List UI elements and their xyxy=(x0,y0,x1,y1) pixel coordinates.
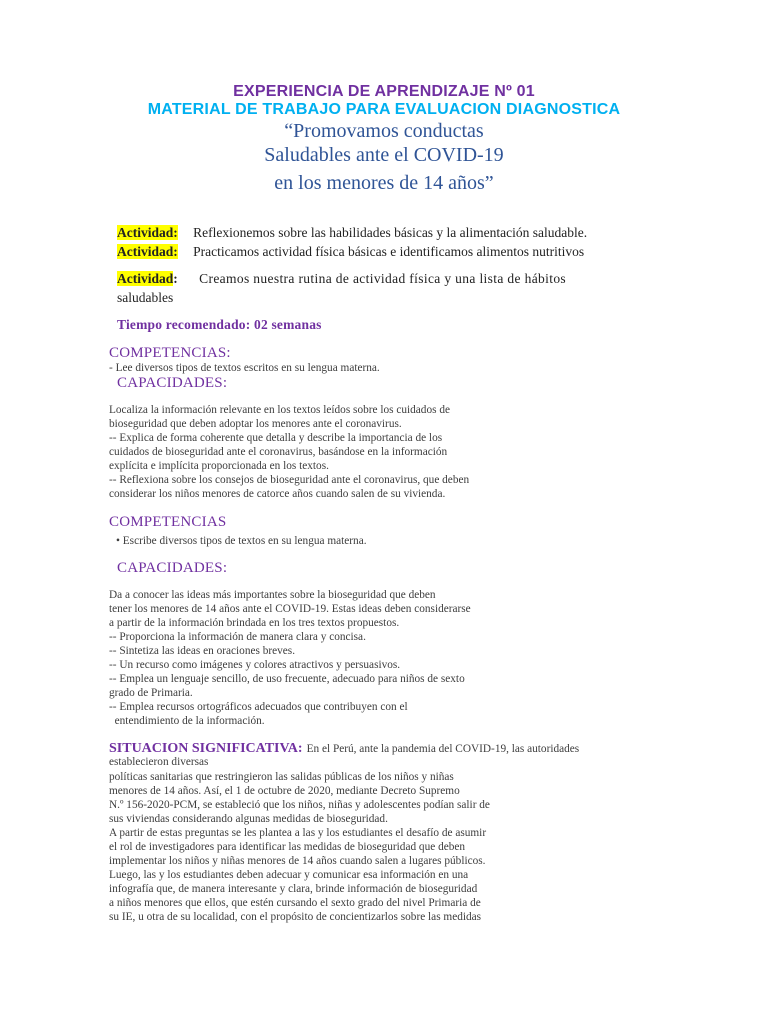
activity-label: Actividad xyxy=(117,271,174,286)
capacidad-line: cuidados de bioseguridad ante el coronavirus, basándose en la información xyxy=(109,446,448,458)
capacidad-line: -- Reflexiona sobre los consejos de bioseguridad ante el coronavirus, que deben xyxy=(109,474,470,486)
activity-row-3 xyxy=(117,271,633,287)
activity-label: Actividad: xyxy=(117,244,178,259)
capacidades-heading-1: CAPACIDADES: xyxy=(117,375,228,391)
situacion-line: el rol de investigadores para identificar las medidas de bioseguridad que deben xyxy=(109,841,466,853)
capacidades-heading-2: CAPACIDADES: xyxy=(117,560,228,576)
situacion-line: su IE, u otra de su localidad, con el propósito de concientizarlos sobre las medidas xyxy=(109,911,482,923)
capacidad-line: -- Un recurso como imágenes y colores atractivos y persuasivos. xyxy=(109,659,401,671)
title-line-2: Saludables ante el COVID-19 xyxy=(264,144,504,166)
situacion-line: menores de 14 años. Así, el 1 de octubre de 2020, mediante Decreto Supremo xyxy=(109,785,460,797)
capacidad-line: Da a conocer las ideas más importantes sobre la bioseguridad que deben xyxy=(109,589,436,601)
capacidad-line: a partir de la información brindada en los tres textos propuestos. xyxy=(109,617,400,629)
activity-row-1 xyxy=(117,225,633,241)
capacidad-line: -- Proporciona la información de manera clara y concisa. xyxy=(109,631,366,643)
capacidad-line: -- Explica de forma coherente que detalla y describe la importancia de los xyxy=(109,432,443,444)
situacion-line: implementar los niños y niñas menores de 14 años cuando salen a lugares públicos. xyxy=(109,855,486,867)
situacion-line: N.º 156-2020-PCM, se estableció que los niños, niñas y adolescentes podían salir de xyxy=(109,799,490,811)
material-heading: MATERIAL DE TRABAJO PARA EVALUACION DIAGNOSTICA xyxy=(147,101,621,118)
situacion-line: A partir de estas preguntas se les plantea a las y los estudiantes el desafío de asumir xyxy=(109,827,487,839)
experience-heading: EXPERIENCIA DE APRENDIZAJE Nº 01 xyxy=(233,83,535,100)
competencia-1: - Lee diversos tipos de textos escritos en su lengua materna. xyxy=(109,362,380,374)
capacidad-line: -- Sintetiza las ideas en oraciones breves. xyxy=(109,645,296,657)
competencias-heading-2: COMPETENCIAS xyxy=(109,514,227,530)
situacion-heading: SITUACION SIGNIFICATIVA: xyxy=(109,741,303,756)
situacion-line: infografía que, de manera interesante y clara, brinde información de bioseguridad xyxy=(109,883,478,895)
title-line-1: “Promovamos conductas xyxy=(284,120,484,142)
capacidad-line: bioseguridad que deben adoptar los menores ante el coronavirus. xyxy=(109,418,402,430)
situacion-line: Luego, las y los estudiantes deben adecuar y comunicar esa información en una xyxy=(109,869,469,881)
capacidad-line: entendimiento de la información. xyxy=(109,715,265,727)
competencias-heading-1: COMPETENCIAS: xyxy=(109,345,231,361)
situacion-line: sus viviendas considerando algunas medidas de bioseguridad. xyxy=(109,813,388,825)
activity-text: Practicamos actividad física básicas e identificamos alimentos nutritivos xyxy=(193,244,585,259)
capacidad-line: -- Emplea recursos ortográficos adecuados que contribuyen con el xyxy=(109,701,408,713)
activity-text: Creamos nuestra rutina de actividad física y una lista de hábitos xyxy=(199,271,567,286)
activity-row-2 xyxy=(117,244,633,260)
capacidad-line: Localiza la información relevante en los textos leídos sobre los cuidados de xyxy=(109,404,450,416)
situacion-line: a niños menores que ellos, que estén cursando el sexto grado del nivel Primaria de xyxy=(109,897,481,909)
activity-text: Reflexionemos sobre las habilidades básicas y la alimentación saludable. xyxy=(193,225,588,240)
competencia-2: • Escribe diversos tipos de textos en su lengua materna. xyxy=(116,535,367,547)
capacidad-line: tener los menores de 14 años ante el COVID-19. Estas ideas deben considerarse xyxy=(109,603,471,615)
recommended-time: Tiempo recomendado: 02 semanas xyxy=(117,317,322,332)
activity-label: Actividad: xyxy=(117,225,178,240)
title-line-3: en los menores de 14 años” xyxy=(274,172,494,194)
capacidad-line: -- Emplea un lenguaje sencillo, de uso frecuente, adecuado para niños de sexto xyxy=(109,673,465,685)
activity-row-3-continuation: saludables xyxy=(117,290,174,305)
capacidad-line: considerar los niños menores de catorce años cuando salen de su vivienda. xyxy=(109,488,446,500)
activity-colon: : xyxy=(173,271,178,286)
capacidad-line: explícita e implícita proporcionada en los textos. xyxy=(109,460,329,472)
situacion-line: establecieron diversas xyxy=(109,756,209,768)
situacion-line: políticas sanitarias que restringieron las salidas públicas de los niños y niñas xyxy=(109,771,454,783)
situacion-first-text: En el Perú, ante la pandemia del COVID-19, las autoridades xyxy=(306,743,580,755)
situacion-first-line xyxy=(109,739,579,757)
capacidad-line: grado de Primaria. xyxy=(109,687,193,699)
